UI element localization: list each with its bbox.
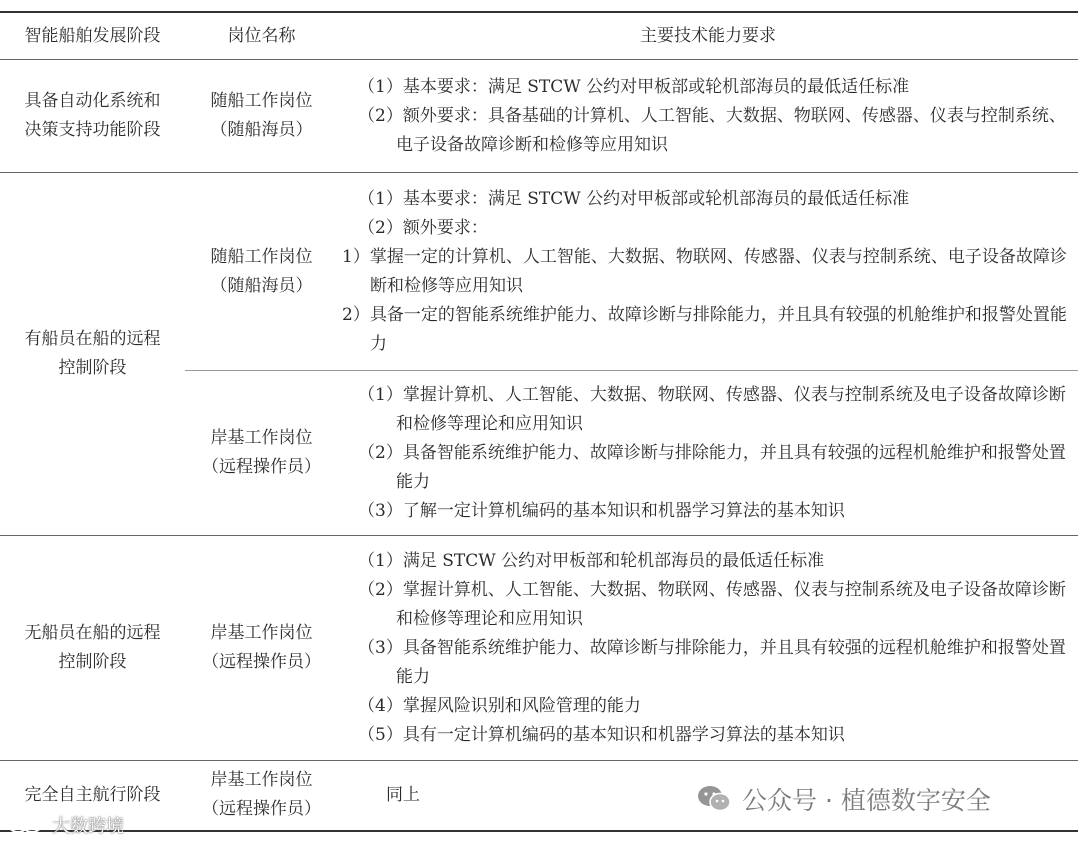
- post-role: （远程操作员）: [202, 457, 321, 477]
- requirement-item: （3）了解一定计算机编码的基本知识和机器学习算法的基本知识: [358, 500, 845, 521]
- requirement-subitem: 2）具备一定的智能系统维护能力、故障诊断与排除能力，并且具有较强的机舱维护和报警处置能力: [342, 304, 1067, 354]
- corner-watermark: [6, 812, 124, 838]
- requirement-item: （2）额外要求：具备基础的计算机、人工智能、大数据、物联网、传感器、仪表与控制系统、电子设备故障诊断和检修等应用知识: [358, 105, 1066, 155]
- header-requirements: 主要技术能力要求: [338, 12, 1078, 60]
- watermark-text: 公众号 · 植德数字安全: [742, 786, 991, 815]
- post-cell: [185, 173, 338, 371]
- post-role: （远程操作员）: [202, 799, 321, 820]
- stage-cell: [0, 173, 185, 536]
- stage-label: 有船员在船的远程: [24, 329, 161, 349]
- stage-label: 完全自主航行阶段: [24, 784, 161, 805]
- header-post: 岗位名称: [185, 12, 338, 60]
- stage-label: 无船员在船的远程: [24, 623, 161, 643]
- post-name: 随船工作岗位: [210, 246, 313, 267]
- post-cell: [185, 761, 338, 831]
- requirement-item: 同上: [386, 784, 420, 805]
- stage-label: 决策支持功能阶段: [24, 120, 161, 140]
- requirements-cell: [338, 536, 1078, 761]
- requirements-cell: [338, 371, 1078, 536]
- stage-label: 具备自动化系统和: [24, 91, 161, 111]
- requirement-item: （1）满足 STCW 公约对甲板部和轮机部海员的最低适任标准: [358, 550, 825, 571]
- requirement-item: （1）基本要求：满足 STCW 公约对甲板部或轮机部海员的最低适任标准: [358, 188, 910, 209]
- stage-label: 控制阶段: [58, 358, 127, 378]
- post-cell: [185, 60, 338, 173]
- requirements-table: [0, 11, 1078, 832]
- table-row: [0, 60, 1078, 173]
- requirement-item: （4）掌握风险识别和风险管理的能力: [358, 695, 641, 716]
- post-role: （随船海员）: [210, 120, 313, 140]
- logo-icon: [6, 815, 46, 835]
- stage-cell: [0, 536, 185, 761]
- post-role: （远程操作员）: [202, 652, 321, 672]
- stage-label: 控制阶段: [58, 652, 127, 672]
- requirements-cell: [338, 173, 1078, 371]
- post-role: （随船海员）: [210, 275, 313, 296]
- requirement-item: （5）具有一定计算机编码的基本知识和机器学习算法的基本知识: [358, 724, 845, 745]
- watermark: [696, 780, 991, 818]
- requirement-item: （2）具备智能系统维护能力、故障诊断与排除能力，并且具有较强的远程机舱维护和报警处置能力: [358, 442, 1066, 492]
- post-name: 岸基工作岗位: [210, 428, 313, 448]
- table-row: [0, 536, 1078, 761]
- requirement-item: （2）掌握计算机、人工智能、大数据、物联网、传感器、仪表与控制系统及电子设备故障诊断和检修等理论和应用知识: [358, 579, 1066, 629]
- post-cell: [185, 371, 338, 536]
- header-stage: 智能船舶发展阶段: [0, 12, 185, 60]
- requirement-item: （3）具备智能系统维护能力、故障诊断与排除能力，并且具有较强的远程机舱维护和报警处置能力: [358, 637, 1066, 687]
- table-header-row: [0, 12, 1078, 60]
- post-name: 岸基工作岗位: [210, 623, 313, 643]
- stage-cell: [0, 60, 185, 173]
- requirement-subitem: 1）掌握一定的计算机、人工智能、大数据、物联网、传感器、仪表与控制系统、电子设备故障诊断和检修等应用知识: [342, 246, 1067, 296]
- corner-watermark-text: 大数跨境: [52, 816, 124, 837]
- requirement-item: （2）额外要求：: [358, 217, 488, 238]
- requirement-item: （1）基本要求：满足 STCW 公约对甲板部或轮机部海员的最低适任标准: [358, 76, 910, 97]
- requirements-cell: [338, 60, 1078, 173]
- table-row: [0, 173, 1078, 371]
- post-name: 岸基工作岗位: [210, 770, 313, 791]
- post-name: 随船工作岗位: [210, 91, 313, 111]
- requirement-item: （1）掌握计算机、人工智能、大数据、物联网、传感器、仪表与控制系统及电子设备故障诊断和检修等理论和应用知识: [358, 384, 1066, 434]
- post-cell: [185, 536, 338, 761]
- wechat-icon: [696, 784, 732, 814]
